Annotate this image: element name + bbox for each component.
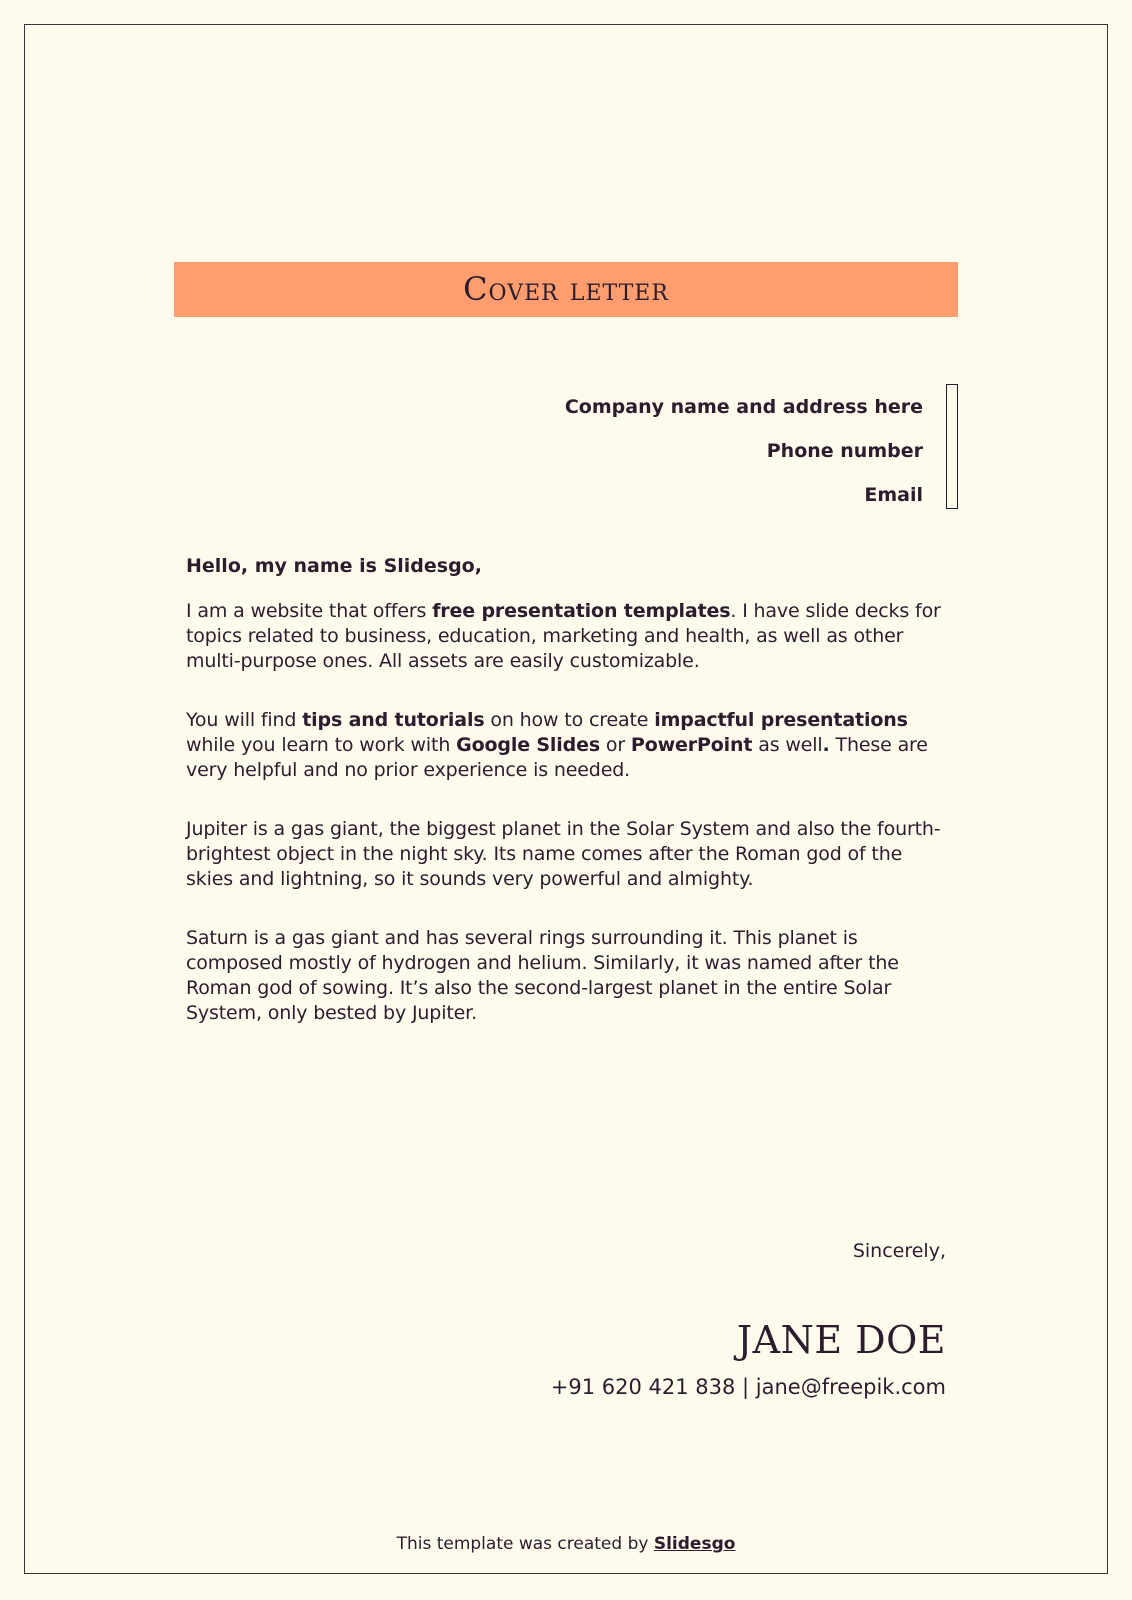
- footer-text: This template was created by: [396, 1534, 654, 1554]
- p1-text-a: I am a website that offers: [186, 600, 433, 622]
- contact-accent-bar: [946, 384, 958, 509]
- p2-text-c: on how to create: [484, 709, 655, 731]
- slidesgo-link[interactable]: Slidesgo: [653, 1534, 736, 1554]
- company-name: Company name and address here: [564, 396, 923, 418]
- email: Email: [864, 484, 923, 506]
- paragraph-1: [186, 599, 946, 674]
- p2-bold-j: .: [822, 734, 830, 756]
- p1-bold-b: free presentation templates: [432, 600, 731, 622]
- signer-name: JANE DOE: [736, 1318, 946, 1362]
- p1-text-c: . I have slide decks for topics related to business, education, marketing and health, as well as other multi-purpose ones. All assets are easily customizable.: [186, 600, 941, 672]
- footer: [0, 1534, 1132, 1554]
- recipient-contact-block: [565, 385, 923, 517]
- page-title: Cover letter: [463, 269, 669, 308]
- p2-text-k: These are very helpful and no prior experience is needed.: [186, 734, 928, 781]
- p2-bold-h: PowerPoint: [630, 734, 753, 756]
- closing: Sincerely,: [852, 1240, 946, 1262]
- paragraph-4: Saturn is a gas giant and has several rings surrounding it. This planet is composed mostly of hydrogen and helium. Similarly, it was named after the Roman god of sowing. It’s also the second-largest planet in the entire Solar System, only bested by Jupiter.: [186, 927, 899, 1024]
- p2-bold-f: Google Slides: [456, 734, 600, 756]
- p2-bold-b: tips and tutorials: [302, 709, 485, 731]
- p2-text-i: as well: [752, 734, 823, 756]
- greeting: Hello, my name is Slidesgo,: [186, 555, 482, 577]
- paragraph-3: Jupiter is a gas giant, the biggest planet in the Solar System and also the fourth-brightest object in the night sky. Its name comes after the Roman god of the skies and lightning, so it sounds very powerful and almighty.: [186, 818, 941, 890]
- p2-text-e: while you learn to work with: [186, 734, 457, 756]
- p2-text-g: or: [600, 734, 631, 756]
- p2-text-a: You will find: [186, 709, 303, 731]
- signer-contact: +91 620 421 838 | jane@freepik.com: [550, 1375, 946, 1399]
- letter-body: [186, 553, 946, 1060]
- paragraph-2: [186, 708, 946, 783]
- p2-bold-d: impactful presentations: [654, 709, 908, 731]
- phone-number: Phone number: [766, 440, 923, 462]
- title-banner: [174, 262, 958, 317]
